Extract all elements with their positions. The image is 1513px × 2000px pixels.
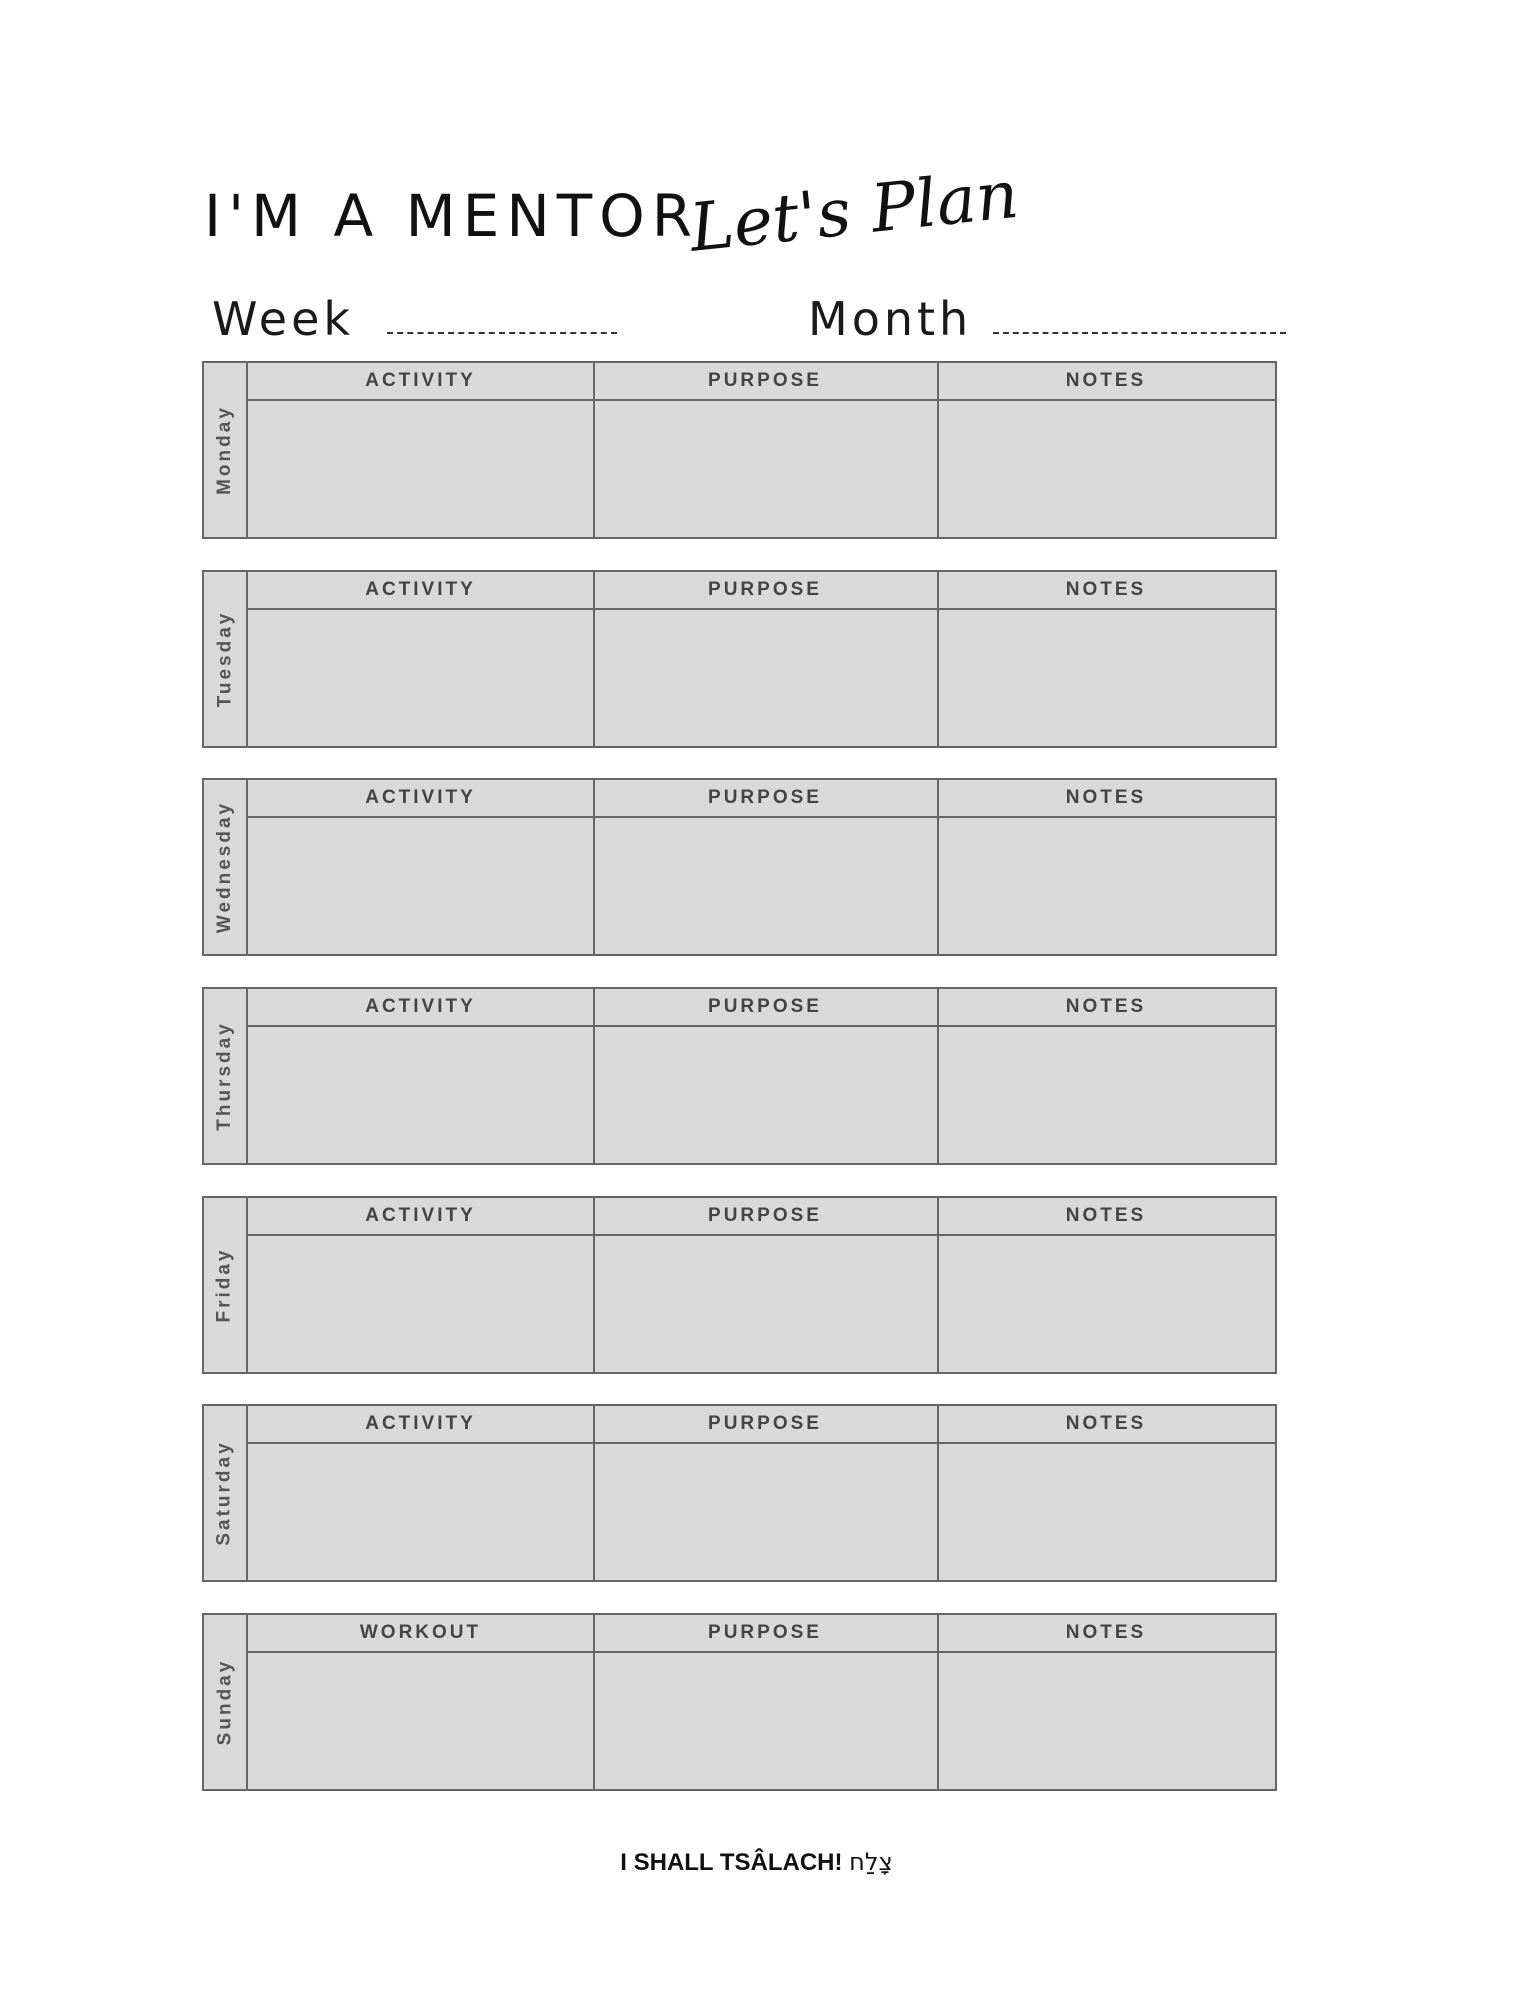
column-header-purpose: PURPOSE	[593, 989, 937, 1027]
column-header-notes: NOTES	[937, 572, 1275, 610]
day-block-wednesday	[202, 778, 1277, 956]
column-header-notes: NOTES	[937, 780, 1275, 818]
week-field[interactable]	[387, 332, 617, 334]
day-block-monday	[202, 361, 1277, 539]
day-name: Sunday	[214, 1658, 235, 1746]
day-block-friday	[202, 1196, 1277, 1374]
day-block-thursday	[202, 987, 1277, 1165]
day-name: Tuesday	[214, 610, 235, 708]
column-header-purpose: PURPOSE	[593, 1198, 937, 1236]
page-title: I'M A MENTOR	[204, 182, 700, 250]
entry-cell-notes[interactable]	[937, 1236, 1275, 1372]
column-header-notes: NOTES	[937, 1615, 1275, 1653]
column-header-activity: ACTIVITY	[248, 572, 593, 610]
column-divider	[937, 1406, 939, 1580]
entry-cell-notes[interactable]	[937, 1027, 1275, 1163]
day-label	[204, 780, 248, 954]
column-divider	[937, 1615, 939, 1789]
column-header-workout: WORKOUT	[248, 1615, 593, 1653]
column-divider	[593, 1406, 595, 1580]
footer-motto	[0, 1848, 1513, 1877]
day-label	[204, 572, 248, 746]
day-label	[204, 1198, 248, 1372]
column-divider	[937, 1198, 939, 1372]
entry-cell-notes[interactable]	[937, 818, 1275, 954]
day-name: Thursday	[214, 1021, 235, 1131]
day-label	[204, 1615, 248, 1789]
column-divider	[593, 1198, 595, 1372]
entry-cell-purpose[interactable]	[593, 818, 937, 954]
column-divider	[593, 1615, 595, 1789]
entry-cell-purpose[interactable]	[593, 401, 937, 537]
column-header-notes: NOTES	[937, 1198, 1275, 1236]
day-name: Monday	[214, 405, 235, 495]
script-subtitle: Let's Plan	[685, 155, 1022, 267]
footer-text: I SHALL TSÂLACH!	[620, 1849, 843, 1876]
column-header-purpose: PURPOSE	[593, 780, 937, 818]
month-field[interactable]	[993, 332, 1286, 334]
entry-cell-purpose[interactable]	[593, 1653, 937, 1789]
entry-cell-notes[interactable]	[937, 401, 1275, 537]
day-label	[204, 989, 248, 1163]
entry-cell-notes[interactable]	[937, 1444, 1275, 1580]
day-label	[204, 1406, 248, 1580]
entry-cell-activity[interactable]	[248, 1444, 593, 1580]
column-divider	[593, 572, 595, 746]
entry-cell-activity[interactable]	[248, 818, 593, 954]
column-divider	[937, 572, 939, 746]
entry-cell-purpose[interactable]	[593, 610, 937, 746]
entry-cell-purpose[interactable]	[593, 1444, 937, 1580]
column-header-purpose: PURPOSE	[593, 1406, 937, 1444]
day-block-tuesday	[202, 570, 1277, 748]
day-block-saturday	[202, 1404, 1277, 1582]
column-header-activity: ACTIVITY	[248, 989, 593, 1027]
day-name: Saturday	[214, 1440, 235, 1546]
column-header-purpose: PURPOSE	[593, 363, 937, 401]
day-name: Wednesday	[214, 800, 235, 934]
day-name: Friday	[214, 1247, 235, 1323]
entry-cell-notes[interactable]	[937, 610, 1275, 746]
month-label: Month	[808, 292, 973, 346]
column-header-notes: NOTES	[937, 1406, 1275, 1444]
day-block-sunday	[202, 1613, 1277, 1791]
entry-cell-workout[interactable]	[248, 1653, 593, 1789]
entry-cell-activity[interactable]	[248, 1027, 593, 1163]
column-divider	[937, 780, 939, 954]
column-divider	[593, 989, 595, 1163]
column-header-activity: ACTIVITY	[248, 780, 593, 818]
entry-cell-purpose[interactable]	[593, 1027, 937, 1163]
entry-cell-activity[interactable]	[248, 610, 593, 746]
column-divider	[593, 363, 595, 537]
column-divider	[593, 780, 595, 954]
column-header-activity: ACTIVITY	[248, 1198, 593, 1236]
day-label	[204, 363, 248, 537]
column-header-purpose: PURPOSE	[593, 572, 937, 610]
entry-cell-activity[interactable]	[248, 1236, 593, 1372]
column-divider	[937, 989, 939, 1163]
column-header-purpose: PURPOSE	[593, 1615, 937, 1653]
column-header-activity: ACTIVITY	[248, 363, 593, 401]
column-header-notes: NOTES	[937, 989, 1275, 1027]
column-header-notes: NOTES	[937, 363, 1275, 401]
entry-cell-purpose[interactable]	[593, 1236, 937, 1372]
week-label: Week	[212, 292, 355, 346]
entry-cell-activity[interactable]	[248, 401, 593, 537]
column-header-activity: ACTIVITY	[248, 1406, 593, 1444]
footer-hebrew: צָלַח	[849, 1848, 893, 1876]
column-divider	[937, 363, 939, 537]
entry-cell-notes[interactable]	[937, 1653, 1275, 1789]
